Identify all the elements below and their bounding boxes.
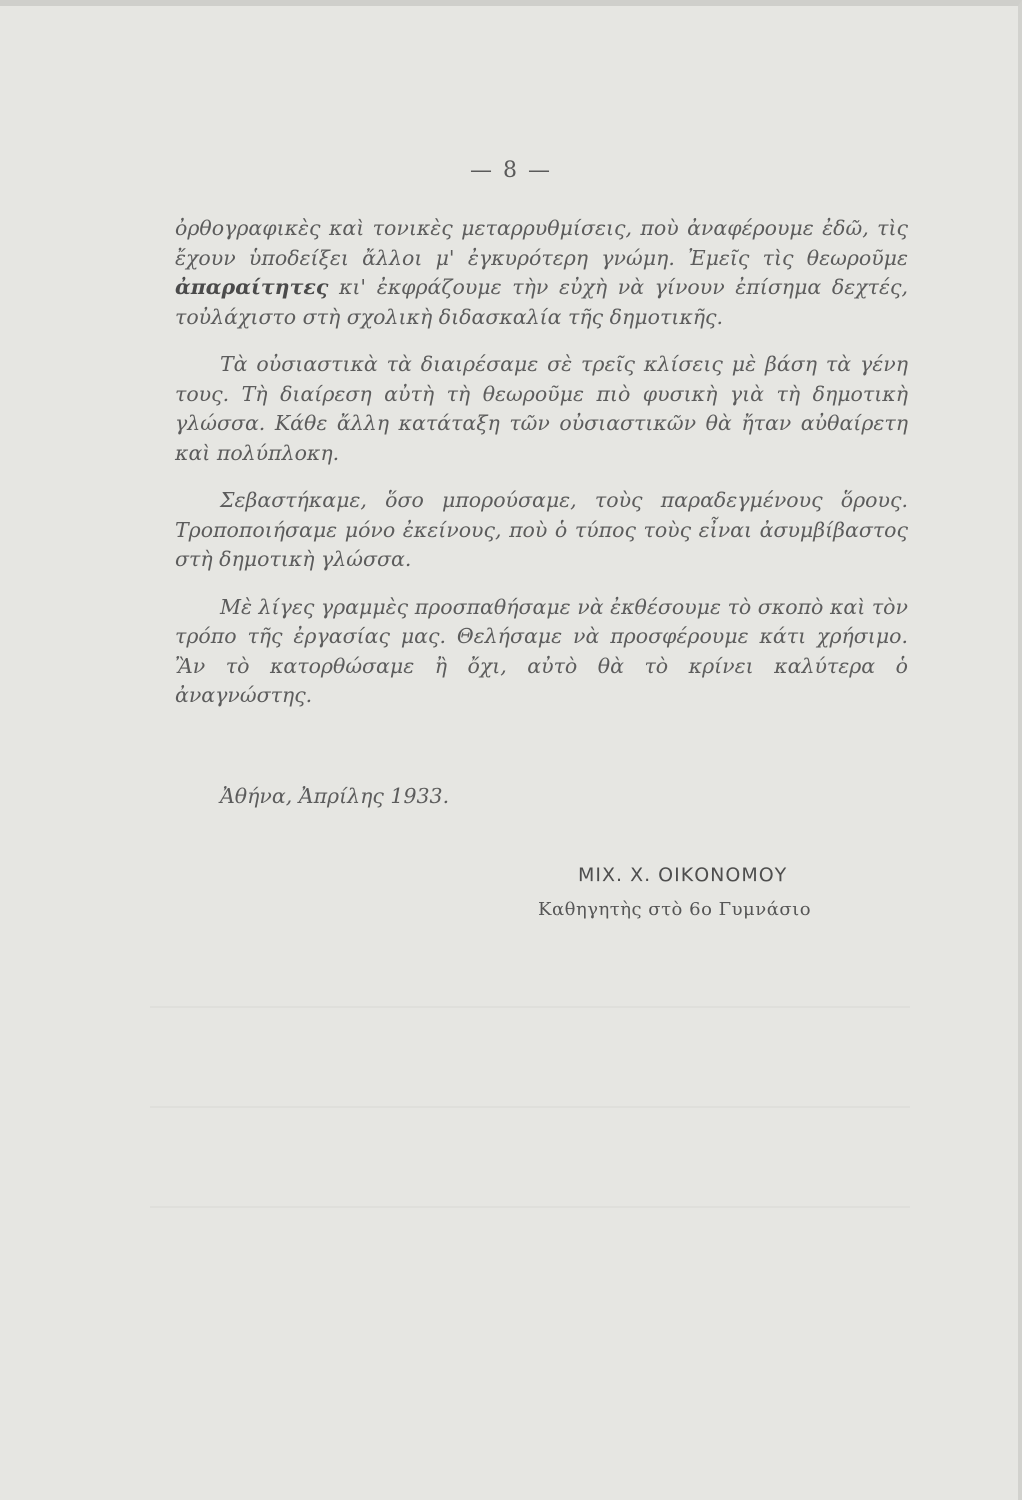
paragraph-2: Τὰ οὐσιαστικὰ τὰ διαιρέσαμε σὲ τρεῖς κλίσεις μὲ βάση τὰ γένη τους. Τὴ διαίρεση αὐτὴ τὴ θεωροῦμε πιὸ φυσικὴ γιὰ τὴ δημοτικὴ γλώσσα. Κάθε ἄλλη κατάταξη τῶν οὐσιαστικῶν θὰ ἤταν αὐθαίρετη καὶ πολύπλοκη.: [175, 352, 908, 465]
paragraph-3: Σεβαστήκαμε, ὅσο μπορούσαμε, τοὺς παραδεγμένους ὅρους. Τροποποιήσαμε μόνο ἐκείνους, ποὺ ὁ τύπος τοὺς εἶναι ἀσυμβίβαστος στὴ δημοτικὴ γλώσσα.: [175, 488, 908, 571]
show-through-line: [150, 1106, 910, 1108]
paragraph-1-text-start: ὀρθογραφικὲς καὶ τονικὲς μεταρρυθμίσεις, ποὺ ἀναφέρουμε ἐδῶ, τὶς ἔχουν ὑποδείξει ἄλλοι μ' ἐγκυρότερη γνώμη. Ἐμεῖς τὶς θεωροῦμε: [175, 216, 908, 270]
paragraph-1-text-end: κι' ἐκφράζουμε τὴν εὐχὴ νὰ γίνουν ἐπίσημα δεχτές, τοὐλάχιστο στὴ σχολικὴ διδασκαλία τῆς δημοτικῆς.: [175, 275, 908, 329]
date-line: Ἀθήνα, Ἀπρίλης 1933.: [220, 784, 450, 808]
author-title: Καθηγητὴς στὸ 6ο Γυμνάσιο: [538, 899, 812, 920]
author-name: ΜΙΧ. Χ. ΟΙΚΟΝΟΜΟΥ: [578, 864, 788, 886]
paragraph-1: [175, 214, 908, 332]
page-number: — 8 —: [470, 158, 552, 183]
emphasized-word: ἀπαραίτητες: [175, 275, 329, 299]
show-through-line: [150, 1206, 910, 1208]
show-through-line: [150, 1006, 910, 1008]
body-text: [175, 214, 908, 729]
paragraph-4: Μὲ λίγες γραμμὲς προσπαθήσαμε νὰ ἐκθέσουμε τὸ σκοπὸ καὶ τὸν τρόπο τῆς ἐργασίας μας. Θελήσαμε νὰ προσφέρουμε κάτι χρήσιμο. Ἂν τὸ κατορθώσαμε ἢ ὄχι, αὐτὸ θὰ τὸ κρίνει καλύτερα ὁ ἀναγνώστης.: [175, 594, 908, 707]
